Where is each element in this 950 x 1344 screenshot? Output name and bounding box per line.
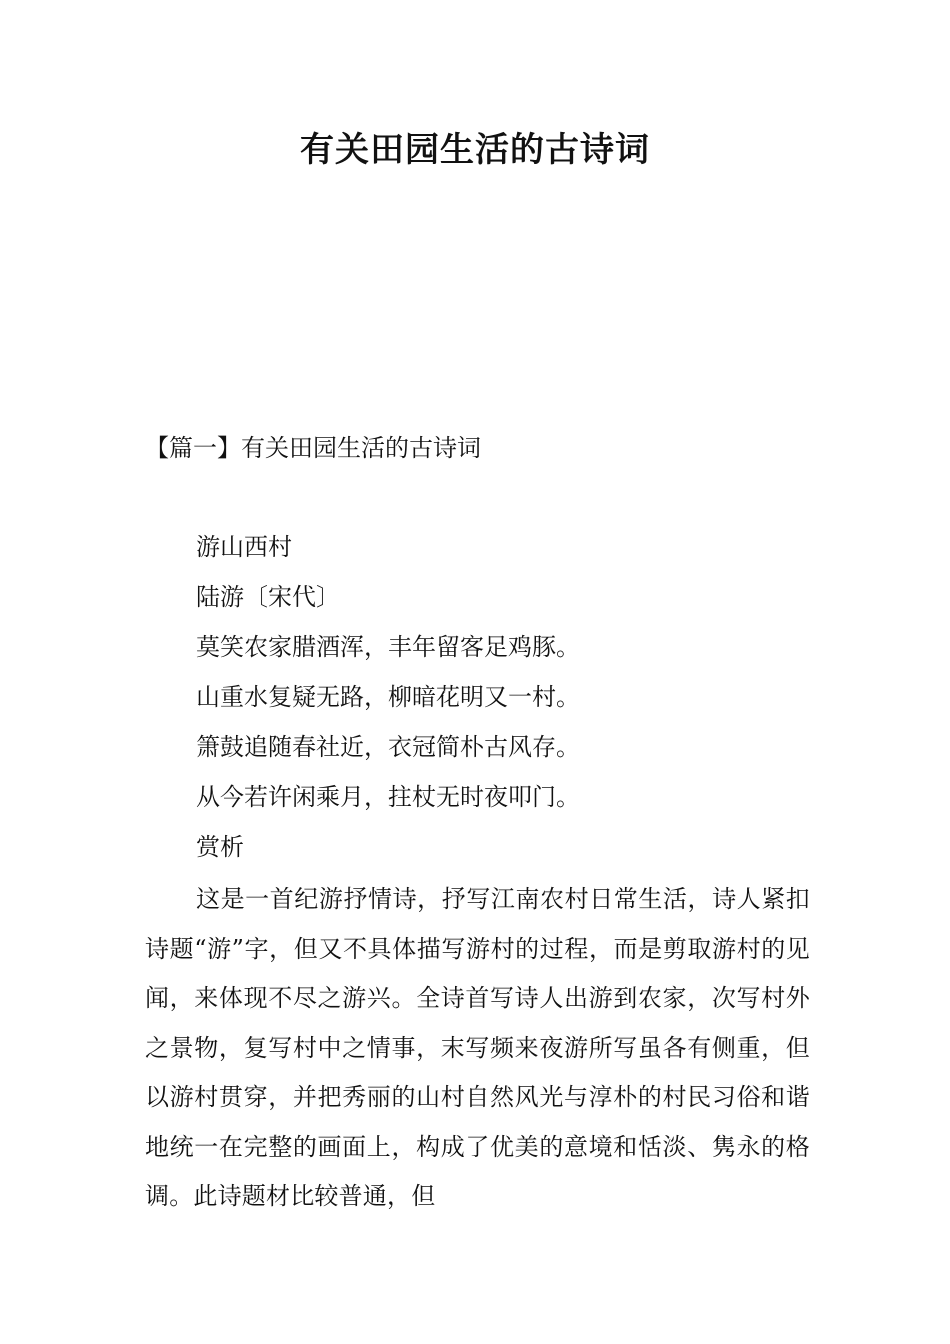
poem-line-1: 莫笑农家腊酒浑，丰年留客足鸡豚。 bbox=[196, 633, 580, 661]
poem-line-2: 山重水复疑无路，柳暗花明又一村。 bbox=[196, 683, 580, 711]
analysis-paragraph: 这是一首纪游抒情诗，抒写江南农村日常生活，诗人紧扣诗题“游”字，但又不具体描写游村的过程，而是剪取游村的见闻，来体现不尽之游兴。全诗首写诗人出游到农家，次写村外之景物，复写村中之情事，末写频来夜游所写虽各有侧重，但以游村贯穿，并把秀丽的山村自然风光与淳朴的村民习俗和谐地统一在完整的画面上，构成了优美的意境和恬淡、隽永的格调。此诗题材比较普通，但 bbox=[145, 885, 810, 1210]
document-title: 有关田园生活的古诗词 bbox=[300, 130, 650, 170]
poem-line-3: 箫鼓追随春社近，衣冠简朴古风存。 bbox=[196, 733, 580, 761]
analysis-label: 赏析 bbox=[196, 833, 244, 861]
poem-title: 游山西村 bbox=[196, 533, 292, 561]
poem-line-4: 从今若许闲乘月，拄杖无时夜叩门。 bbox=[196, 783, 580, 811]
poem-block bbox=[196, 527, 836, 877]
section-heading: 【篇一】有关田园生活的古诗词 bbox=[145, 434, 481, 462]
poem-author: 陆游〔宋代〕 bbox=[196, 583, 340, 611]
